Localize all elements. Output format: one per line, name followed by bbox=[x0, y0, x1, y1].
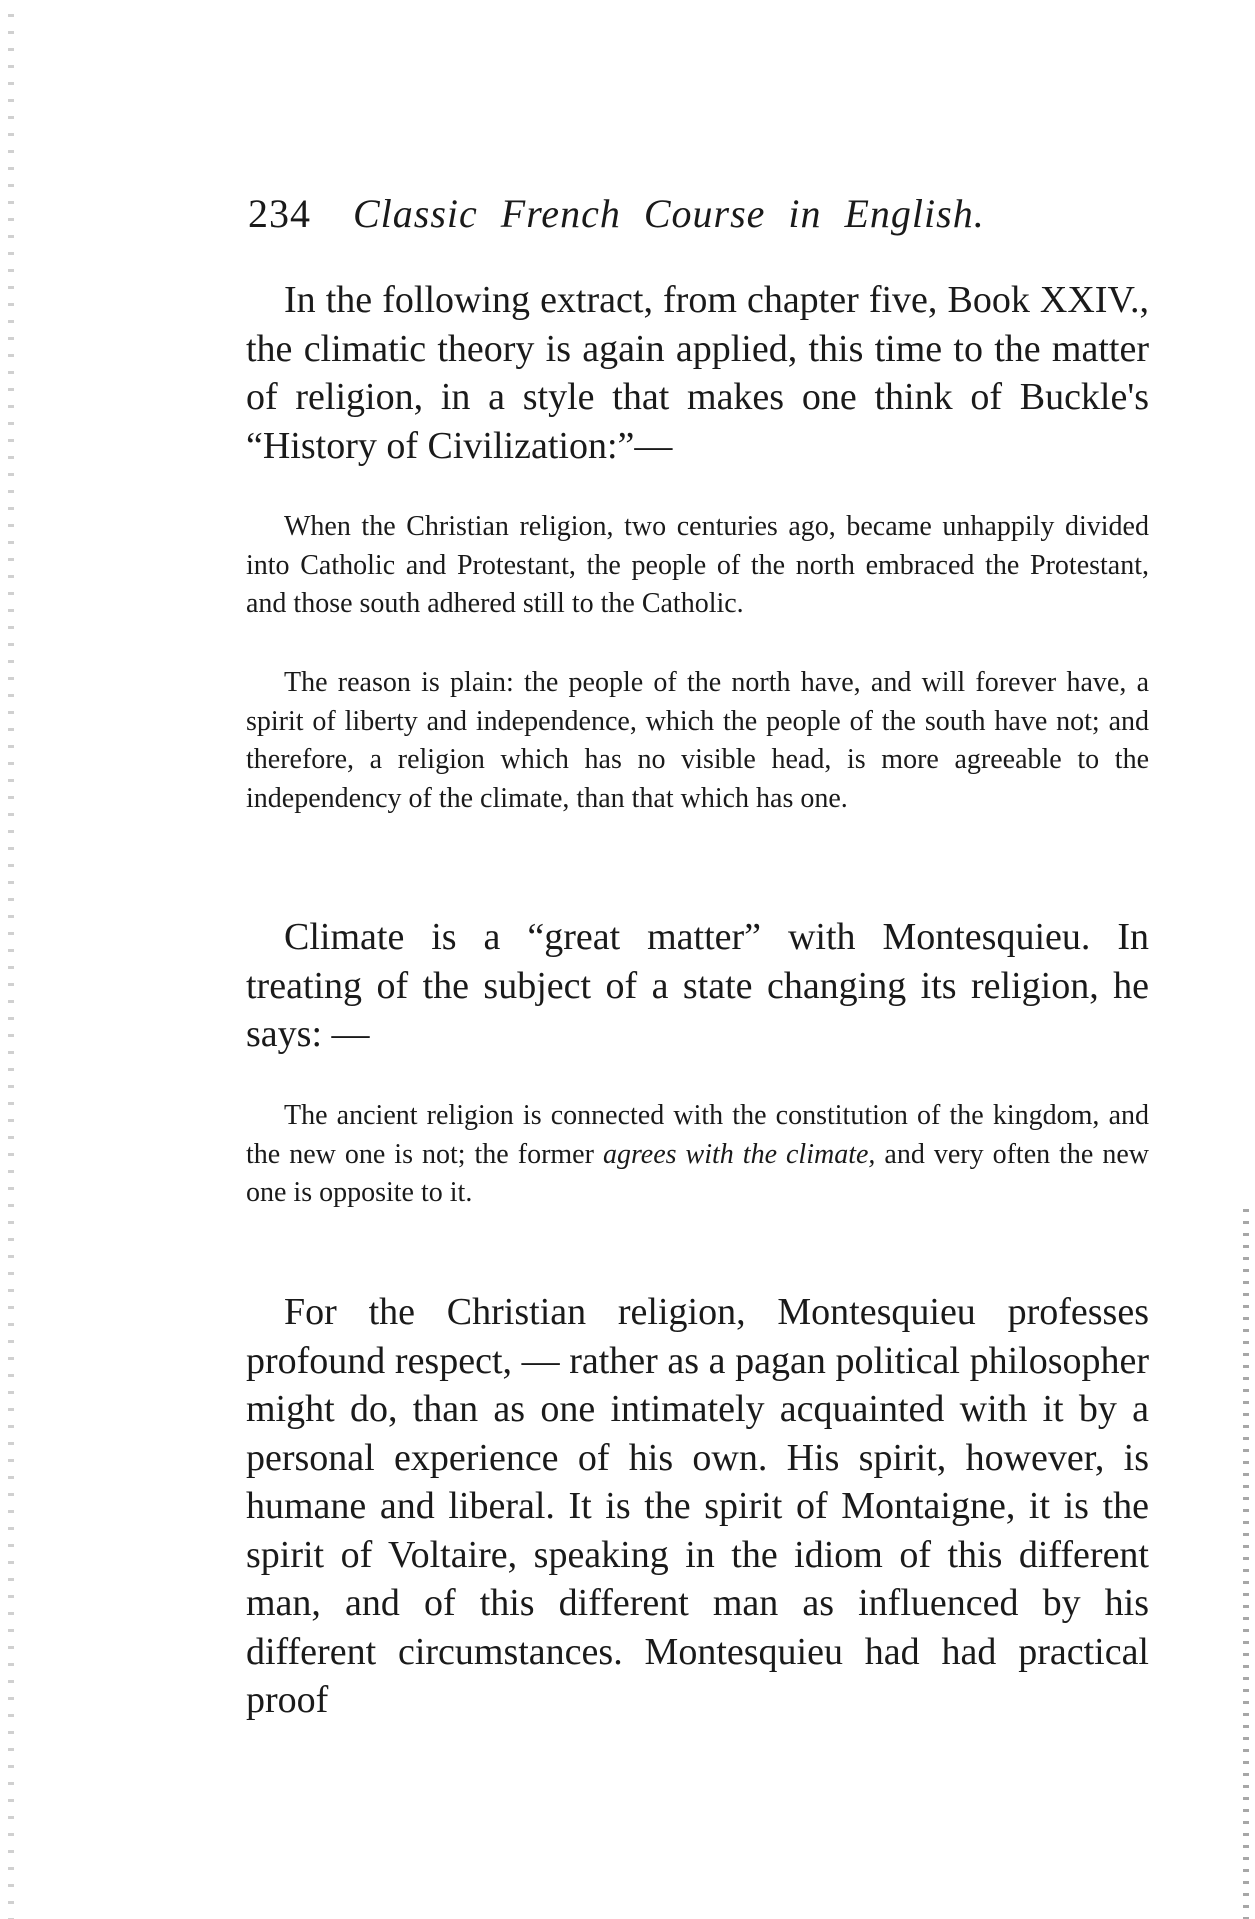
page-edge-right bbox=[1243, 1200, 1249, 1919]
running-title: Classic French Course in English. bbox=[353, 191, 985, 236]
page-number: 234 bbox=[248, 191, 311, 236]
quote-3-text-before: The ancient religion is connected with the constitution of the kingdom, and the new one is not; the former bbox=[246, 1100, 1149, 1170]
quote-3-italic-text: agrees with the climate, bbox=[602, 1138, 876, 1170]
running-header bbox=[248, 190, 1148, 237]
block-quote-3 bbox=[246, 1097, 1149, 1213]
body-paragraph-1: In the following extract, from chapter five, Book XXIV., the climatic theory is again applied, this time to the matter of religion, in a style that makes one think of Buckle's “History of Civilization:”— bbox=[246, 279, 1149, 467]
block-quote-1: When the Christian religion, two centuries ago, became unhappily divided into Catholic and Protestant, the people of the north embraced the Protestant, and those south adhered still to the Catholic. bbox=[246, 511, 1149, 619]
block-quote-2: The reason is plain: the people of the north have, and will forever have, a spirit of liberty and independence, which the people of the south have not; and therefore, a religion which has no visible head, is more agreeable to the independency of the climate, than that which has one. bbox=[246, 667, 1149, 814]
quote-3-text-after: and very often the new one is opposite to it. bbox=[246, 1138, 1150, 1208]
body-paragraph-2: Climate is a “great matter” with Montesquieu. In treating of the subject of a state changing its religion, he says: — bbox=[246, 916, 1149, 1055]
page-edge-left bbox=[8, 0, 14, 1919]
body-paragraph-3: For the Christian religion, Montesquieu professes profound respect, — rather as a pagan political philosopher might do, than as one intimately acquainted with it by a personal experience of his own. His spirit, however, is humane and liberal. It is the spirit of Montaigne, it is the spirit of Voltaire, speaking in the idiom of this different man, and of this different man as influenced by his different circumstances. Montesquieu had had practical proof bbox=[246, 1291, 1149, 1721]
